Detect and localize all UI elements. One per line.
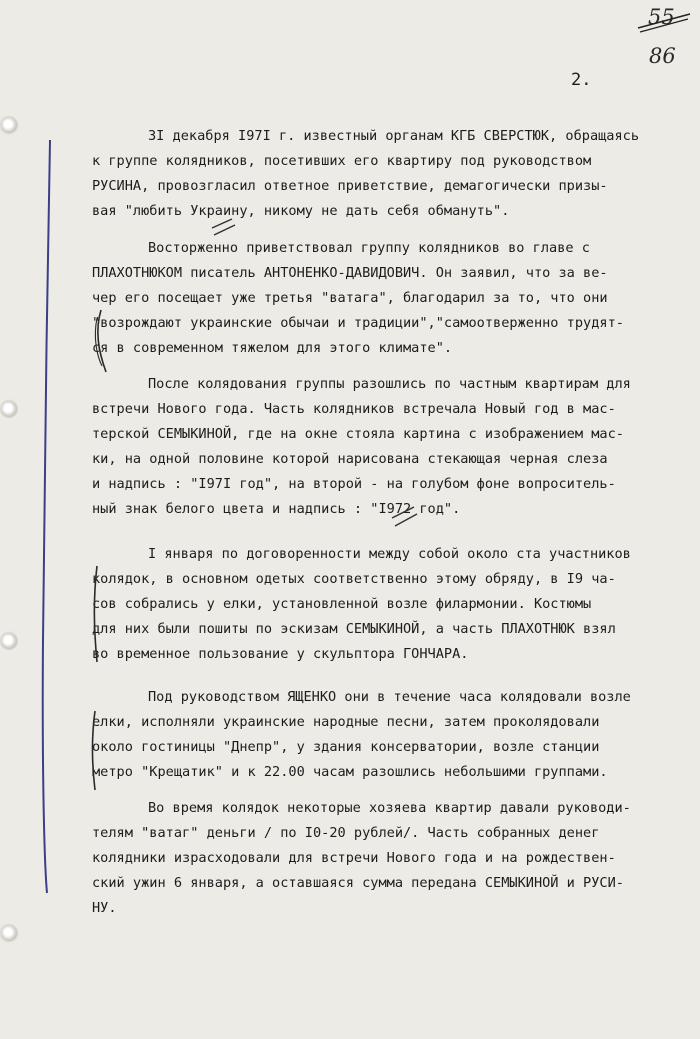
strikethrough-mark: [636, 8, 692, 34]
text-line: После колядования группы разошлись по частным квартирам для: [148, 376, 631, 392]
text-line: елки, исполняли украинские народные песни, затем проколядовали: [92, 714, 600, 730]
text-line: чер его посещает уже третья "ватага", благодарил за то, что они: [92, 290, 608, 306]
archive-old-page-number: 55: [648, 5, 675, 29]
text-line: колядок, в основном одетых соответственно этому обряду, в I9 ча-: [92, 571, 616, 587]
text-line: сов собрались у елки, установленной возле филармонии. Костюмы: [92, 596, 592, 612]
text-line: метро "Крещатик" и к 22.00 часам разошлись небольшими группами.: [92, 764, 608, 780]
double-slash-mark: [214, 225, 235, 235]
text-line: встречи Нового года. Часть колядников встречала Новый год в мас-: [92, 401, 616, 417]
text-line: терской СЕМЫКИНОЙ, где на окне стояла картина с изображением мас-: [92, 426, 624, 442]
text-line: Восторженно приветствовал группу колядников во главе с: [148, 240, 590, 256]
paragraph: [92, 685, 696, 785]
binder-hole: [1, 117, 17, 133]
text-line: РУСИНА, провозгласил ответное приветствие, демагогически призы-: [92, 178, 608, 194]
text-line: ся в современном тяжелом для этого климате".: [92, 340, 453, 356]
text-line: около гостиницы "Днепр", у здания консерватории, возле станции: [92, 739, 600, 755]
text-line: вая "любить Украину, никому не дать себя обмануть".: [92, 203, 510, 219]
text-line: к группе колядников, посетивших его квартиру под руководством: [92, 153, 592, 169]
text-line: 3I декабря I97I г. известный органам КГБ СВЕРСТЮК, обращаясь: [148, 128, 640, 144]
paragraph: [92, 236, 696, 361]
text-line: Во время колядок некоторые хозяева квартир давали руководи-: [148, 800, 631, 816]
text-line: и надпись : "I97I год", на второй - на голубом фоне вопроситель-: [92, 476, 616, 492]
text-line: колядники израсходовали для встречи Нового года и на рождествен-: [92, 850, 616, 866]
paragraph: [92, 796, 696, 921]
text-line: "возрождают украинские обычаи и традиции","самоотверженно трудят-: [92, 315, 624, 331]
binder-hole: [1, 401, 17, 417]
paragraph: [92, 372, 696, 522]
text-line: ский ужин 6 января, а оставшаяся сумма передана СЕМЫКИНОЙ и РУСИ-: [92, 875, 624, 891]
text-line: ПЛАХОТНЮКОМ писатель АНТОНЕНКО-ДАВИДОВИЧ. Он заявил, что за ве-: [92, 265, 608, 281]
archive-page-number: 86: [649, 44, 676, 68]
text-line: ки, на одной половине которой нарисована стекающая черная слеза: [92, 451, 608, 467]
text-line: I января по договоренности между собой около ста участников: [148, 546, 631, 562]
binder-hole: [1, 633, 17, 649]
text-line: ный знак белого цвета и надпись : "I972 год".: [92, 501, 461, 517]
margin-line-mark: [43, 140, 50, 893]
text-line: НУ.: [92, 900, 117, 916]
binder-hole: [1, 925, 17, 941]
page-number: 2.: [571, 70, 592, 90]
text-line: телям "ватаг" деньги / по I0-20 рублей/. Часть собранных денег: [92, 825, 600, 841]
paragraph: [92, 542, 696, 667]
text-line: Под руководством ЯЩЕНКО они в течение часа колядовали возле: [148, 689, 631, 705]
paragraph: [92, 124, 696, 224]
text-line: во временное пользование у скульптора ГОНЧАРА.: [92, 646, 469, 662]
text-line: для них были пошиты по эскизам СЕМЫКИНОЙ, а часть ПЛАХОТНЮК взял: [92, 621, 616, 637]
